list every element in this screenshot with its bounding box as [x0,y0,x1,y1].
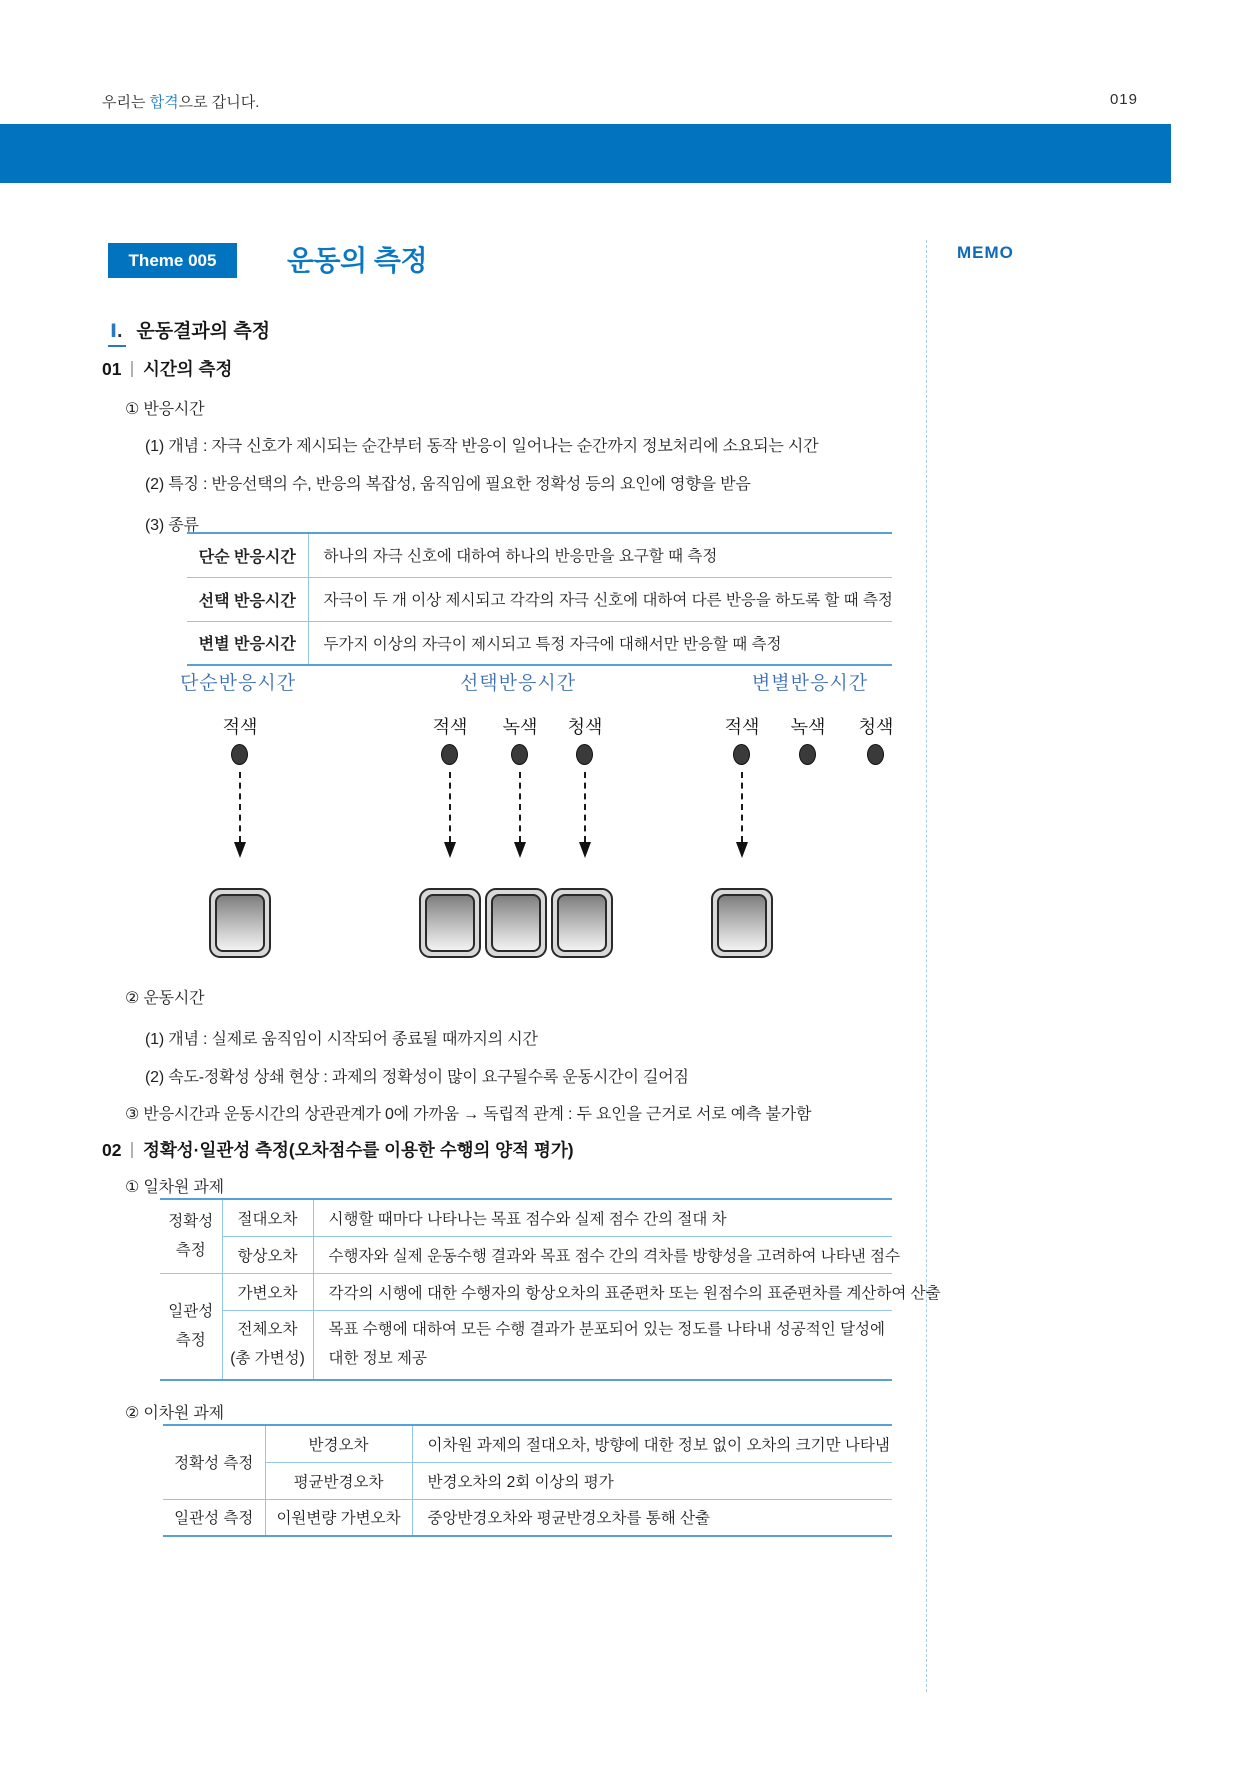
table-row [163,1462,892,1499]
response-button [485,888,547,958]
reaction-feature-line: (2) 특징 : 반응선택의 수, 반응의 복잡성, 움직임에 필요한 정확성 등의 요인에 영향을 받음 [145,476,751,493]
dashed-arrow-line [519,772,521,842]
dashed-arrow-line [449,772,451,842]
stimulus-dot-icon [576,744,593,765]
response-button [711,888,773,958]
movement-time-heading: ② 운동시간 [125,990,205,1007]
group-cell: 일관성 측정 [163,1499,265,1536]
stimulus-label-green: 녹색 [502,717,538,738]
stimulus-dot-icon [441,744,458,765]
desc-cell: 수행자와 실제 운동수행 결과와 목표 점수 간의 격차를 방향성을 고려하여 나타낸 점수 [313,1236,892,1273]
independence-line: ③ 반응시간과 운동시간의 상관관계가 0에 가까움 → 독립적 관계 : 두 요인을 근거로 서로 예측 불가함 [125,1106,812,1123]
term-cell: 선택 반응시간 [187,577,308,621]
one-dimension-table [160,1198,941,1381]
subsection-01-title: 시간의 측정 [142,359,233,379]
two-dimension-table [163,1424,892,1537]
term-cell [222,1310,313,1380]
table-row [160,1310,892,1380]
term-cell: 변별 반응시간 [187,621,308,665]
stimulus-label-blue: 청색 [567,717,603,738]
movement-concept-line: (1) 개념 : 실제로 움직임이 시작되어 종료될 때까지의 시간 [145,1031,538,1048]
stimulus-dot-icon [231,744,248,765]
response-button [419,888,481,958]
stimulus-dot-icon [867,744,884,765]
memo-label: MEMO [957,243,1014,262]
reaction-kinds-line: (3) 종류 [145,517,199,534]
response-button-face [491,894,541,952]
page-number: 019 [1109,91,1138,108]
heading-divider-bar [131,1142,133,1158]
stimulus-dot-icon [799,744,816,765]
response-button-face [557,894,607,952]
response-button-face [717,894,767,952]
subsection-02-number: 02 [102,1140,122,1160]
term-cell: 항상오차 [222,1236,313,1273]
diagram-group-title-simple: 단순반응시간 [179,672,297,694]
arrowhead-icon [514,842,526,858]
table-row [160,1273,892,1310]
desc-cell: 하나의 자극 신호에 대하여 하나의 반응만을 요구할 때 측정 [323,548,718,566]
desc-cell: 자극이 두 개 이상 제시되고 각각의 자극 신호에 대하여 다른 반응을 하도록 할 때 측정 [308,577,892,621]
desc-line: 목표 수행에 대하여 모든 수행 결과가 분포되어 있는 정도를 나타내 성공적인 달성에 [328,1320,885,1338]
table-row [163,1499,892,1536]
slogan-highlight: 합격 [149,94,179,111]
response-button-face [215,894,265,952]
response-button-face [425,894,475,952]
arrowhead-icon [444,842,456,858]
group-cell: 정확성 측정 [163,1425,265,1499]
one-dimension-heading: ① 일차원 과제 [125,1179,224,1196]
desc-cell [313,1310,892,1380]
desc-line: 대한 정보 제공 [328,1349,427,1367]
reaction-time-heading: ① 반응시간 [125,401,205,418]
table-row [160,1236,892,1273]
theme-title: 운동의 측정 [287,245,428,276]
term-line: (총 가변성) [230,1349,305,1367]
arrowhead-icon [579,842,591,858]
dashed-arrow-line [239,772,241,842]
desc-cell: 반경오차의 2회 이상의 평가 [412,1462,892,1499]
stimulus-dot-icon [511,744,528,765]
dashed-arrow-line [584,772,586,842]
stimulus-label-red: 적색 [724,717,760,738]
stimulus-label-red: 적색 [222,717,258,738]
subsection-02-title: 정확성·일관성 측정(오차점수를 이용한 수행의 양적 평가) [142,1140,574,1160]
table-row [163,1425,892,1462]
arrowhead-icon [736,842,748,858]
group-cell: 일관성 측정 [160,1273,222,1380]
stimulus-label-green: 녹색 [790,717,826,738]
arrowhead-icon [234,842,246,858]
section-numeral: Ⅰ [110,321,118,342]
desc-cell: 두가지 이상의 자극이 제시되고 특정 자극에 대해서만 반응할 때 측정 [308,621,892,665]
desc-cell: 시행할 때마다 나타나는 목표 점수와 실제 점수 간의 절대 차 [328,1210,727,1228]
term-cell: 반경오차 [265,1425,412,1462]
reaction-concept-line: (1) 개념 : 자극 신호가 제시되는 순간부터 동작 반응이 일어나는 순간까지 정보처리에 소요되는 시간 [145,438,819,455]
section-numeral-dot: . [117,321,123,342]
desc-cell: 중앙반경오차와 평균반경오차를 통해 산출 [412,1499,892,1536]
stimulus-label-red: 적색 [432,717,468,738]
slogan-text-post: 으로 갑니다. [178,94,260,111]
stimulus-dot-icon [733,744,750,765]
term-cell: 평균반경오차 [265,1462,412,1499]
desc-cell: 이차원 과제의 절대오차, 방향에 대한 정보 없이 오차의 크기만 나타냄 [427,1436,890,1454]
slogan-text-pre: 우리는 [102,94,150,111]
term-cell: 이원변량 가변오차 [265,1499,412,1536]
section-1-title: 운동결과의 측정 [136,321,271,342]
term-line: 전체오차 [237,1320,298,1338]
term-cell: 가변오차 [222,1273,313,1310]
term-cell: 단순 반응시간 [187,533,308,577]
group-cell: 정확성 측정 [160,1199,222,1273]
movement-tradeoff-line: (2) 속도-정확성 상쇄 현상 : 과제의 정확성이 많이 요구될수록 운동시간이 길어짐 [145,1069,689,1086]
diagram-group-title-discrimination: 변별반응시간 [751,672,869,694]
table-row [160,1199,892,1236]
response-button [551,888,613,958]
diagram-group-title-choice: 선택반응시간 [459,672,577,694]
subsection-02-heading [102,1137,574,1162]
response-button [209,888,271,958]
subsection-01-number: 01 [102,359,122,379]
desc-cell: 각각의 시행에 대한 수행자의 항상오차의 표준편차 또는 원점수의 표준편차를 계산하여 산출 [313,1273,892,1310]
term-cell: 절대오차 [222,1199,313,1236]
stimulus-label-blue: 청색 [858,717,894,738]
two-dimension-heading: ② 이차원 과제 [125,1405,224,1422]
theme-badge: Theme 005 [108,243,237,278]
dashed-arrow-line [741,772,743,842]
